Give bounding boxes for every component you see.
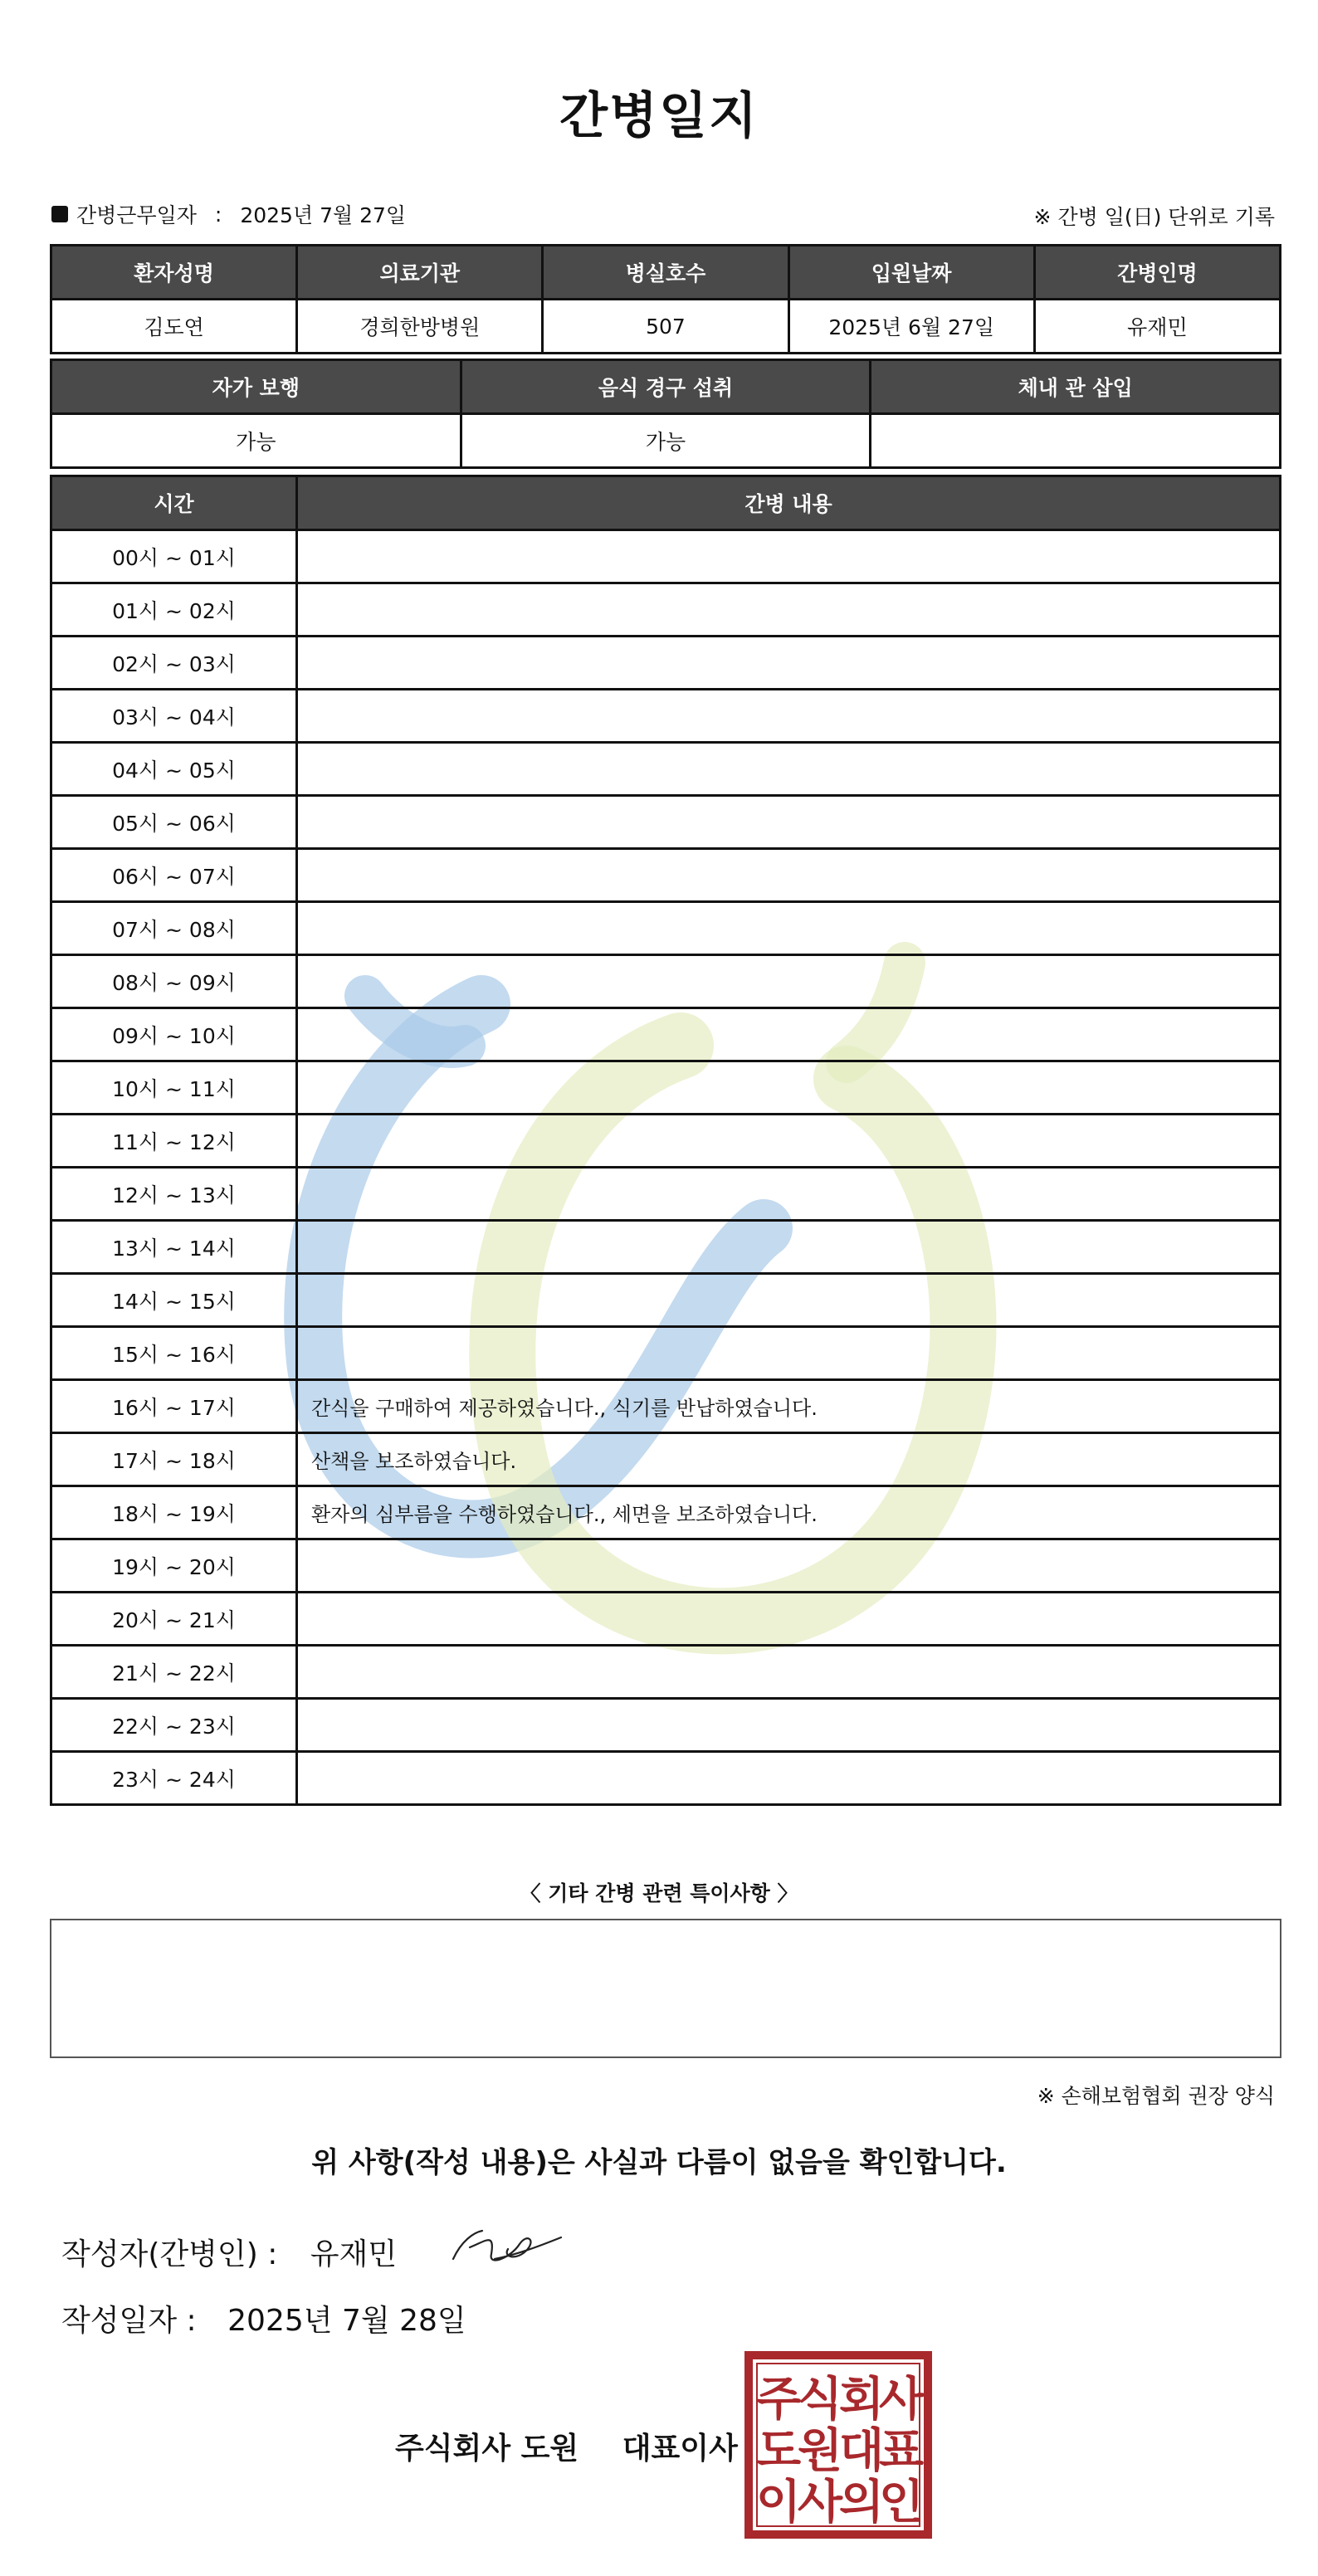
table-row xyxy=(51,1593,1281,1646)
patient-info-header-row xyxy=(51,246,1281,300)
table-row xyxy=(51,690,1281,743)
patient-info-table xyxy=(50,244,1281,354)
writer-label: 작성자(간병인) : xyxy=(61,2237,278,2271)
time-slot-cell: 11시 ~ 12시 xyxy=(51,1115,297,1168)
table-row xyxy=(51,1274,1281,1327)
table-row xyxy=(51,1221,1281,1274)
admission-date-header: 입원날짜 xyxy=(788,246,1034,300)
care-content-cell xyxy=(297,955,1281,1008)
svg-text:주: 주 xyxy=(755,2373,802,2427)
svg-text:도: 도 xyxy=(755,2424,802,2478)
hourly-table-body xyxy=(51,530,1281,1805)
care-content-cell xyxy=(297,902,1281,955)
patient-status-header-row xyxy=(51,360,1281,414)
care-content-cell: 산책을 보조하였습니다. xyxy=(297,1433,1281,1486)
svg-text:이: 이 xyxy=(755,2476,802,2530)
writer-line xyxy=(61,2231,397,2273)
care-content-cell xyxy=(297,1274,1281,1327)
time-slot-cell: 16시 ~ 17시 xyxy=(51,1380,297,1433)
page-title: 간병일지 xyxy=(559,87,759,145)
care-content-cell xyxy=(297,1752,1281,1805)
table-row xyxy=(51,583,1281,637)
table-row xyxy=(51,1115,1281,1168)
table-row xyxy=(51,1008,1281,1061)
table-row xyxy=(51,955,1281,1008)
svg-text:사: 사 xyxy=(797,2476,843,2530)
svg-text:인: 인 xyxy=(878,2476,925,2530)
time-slot-cell: 15시 ~ 16시 xyxy=(51,1327,297,1380)
svg-text:의: 의 xyxy=(838,2476,885,2530)
care-content-cell: 환자의 심부름을 수행하였습니다., 세면을 보조하였습니다. xyxy=(297,1486,1281,1539)
work-date-line xyxy=(51,199,406,229)
time-slot-cell: 18시 ~ 19시 xyxy=(51,1486,297,1539)
care-content-cell xyxy=(297,796,1281,849)
room-number-header: 병실호수 xyxy=(543,246,788,300)
time-slot-cell: 06시 ~ 07시 xyxy=(51,849,297,902)
written-date-value: 2025년 7월 28일 xyxy=(227,2304,466,2338)
time-slot-cell: 20시 ~ 21시 xyxy=(51,1593,297,1646)
hourly-care-table xyxy=(50,475,1281,1806)
table-row xyxy=(51,1646,1281,1699)
care-content-cell xyxy=(297,1699,1281,1752)
table-row xyxy=(51,1327,1281,1380)
time-slot-cell: 21시 ~ 22시 xyxy=(51,1646,297,1699)
time-slot-cell: 05시 ~ 06시 xyxy=(51,796,297,849)
table-row xyxy=(51,1168,1281,1221)
confirmation-statement: 위 사항(작성 내용)은 사실과 다름이 없음을 확인합니다. xyxy=(311,2146,1007,2179)
svg-text:회: 회 xyxy=(838,2373,885,2427)
care-content-cell xyxy=(297,1115,1281,1168)
care-content-cell xyxy=(297,1327,1281,1380)
admission-date-value: 2025년 6월 27일 xyxy=(788,300,1034,354)
care-content-cell xyxy=(297,530,1281,583)
patient-name-value: 김도연 xyxy=(51,300,297,354)
square-bullet-icon xyxy=(51,206,68,222)
care-content-cell: 간식을 구매하여 제공하였습니다., 식기를 반납하였습니다. xyxy=(297,1380,1281,1433)
care-content-cell xyxy=(297,1593,1281,1646)
time-header: 시간 xyxy=(51,476,297,530)
care-content-cell xyxy=(297,1539,1281,1593)
oral-intake-value: 가능 xyxy=(461,414,871,468)
company-name: 주식회사 도원 xyxy=(395,2432,579,2466)
care-content-cell xyxy=(297,849,1281,902)
svg-text:식: 식 xyxy=(797,2373,843,2427)
table-row xyxy=(51,530,1281,583)
table-row xyxy=(51,1380,1281,1433)
time-slot-cell: 08시 ~ 09시 xyxy=(51,955,297,1008)
time-slot-cell: 19시 ~ 20시 xyxy=(51,1539,297,1593)
hospital-header: 의료기관 xyxy=(297,246,543,300)
svg-text:대: 대 xyxy=(838,2424,885,2478)
svg-text:표: 표 xyxy=(878,2424,925,2478)
format-note: ※ 손해보험협회 권장 양식 xyxy=(1037,2084,1275,2108)
time-slot-cell: 17시 ~ 18시 xyxy=(51,1433,297,1486)
time-slot-cell: 04시 ~ 05시 xyxy=(51,743,297,796)
oral-intake-header: 음식 경구 섭취 xyxy=(461,360,871,414)
special-notes-box xyxy=(50,1919,1281,2058)
table-row xyxy=(51,849,1281,902)
tube-insertion-header: 체내 관 삽입 xyxy=(871,360,1281,414)
patient-status-table xyxy=(50,359,1281,469)
table-row xyxy=(51,637,1281,690)
written-date-label: 작성일자 : xyxy=(61,2304,197,2338)
time-slot-cell: 13시 ~ 14시 xyxy=(51,1221,297,1274)
company-signatory xyxy=(395,2425,738,2467)
work-date-value: 2025년 7월 27일 xyxy=(240,203,407,227)
walking-header: 자가 보행 xyxy=(51,360,461,414)
tube-insertion-value xyxy=(871,414,1281,468)
ceo-title: 대표이사 xyxy=(622,2432,738,2466)
walking-value: 가능 xyxy=(51,414,461,468)
table-row xyxy=(51,796,1281,849)
hourly-header-row xyxy=(51,476,1281,530)
time-slot-cell: 22시 ~ 23시 xyxy=(51,1699,297,1752)
table-row xyxy=(51,902,1281,955)
patient-name-header: 환자성명 xyxy=(51,246,297,300)
company-seal-stamp xyxy=(744,2350,933,2539)
table-row xyxy=(51,1752,1281,1805)
patient-status-value-row xyxy=(51,414,1281,468)
caregiver-name-header: 간병인명 xyxy=(1034,246,1280,300)
care-content-cell xyxy=(297,1168,1281,1221)
care-content-cell xyxy=(297,1061,1281,1115)
handwritten-signature xyxy=(437,2208,569,2282)
care-content-cell xyxy=(297,1221,1281,1274)
svg-text:원: 원 xyxy=(797,2424,843,2478)
time-slot-cell: 01시 ~ 02시 xyxy=(51,583,297,637)
time-slot-cell: 14시 ~ 15시 xyxy=(51,1274,297,1327)
caregiver-name-value: 유재민 xyxy=(1034,300,1280,354)
time-slot-cell: 02시 ~ 03시 xyxy=(51,637,297,690)
time-slot-cell: 03시 ~ 04시 xyxy=(51,690,297,743)
patient-info-value-row xyxy=(51,300,1281,354)
work-date-label: 간병근무일자 xyxy=(76,203,197,227)
written-date-line xyxy=(61,2297,466,2339)
time-slot-cell: 23시 ~ 24시 xyxy=(51,1752,297,1805)
daily-record-note: ※ 간병 일(日) 단위로 기록 xyxy=(1033,205,1275,229)
table-row xyxy=(51,1486,1281,1539)
care-content-cell xyxy=(297,743,1281,796)
care-content-cell xyxy=(297,583,1281,637)
hospital-value: 경희한방병원 xyxy=(297,300,543,354)
care-content-cell xyxy=(297,1646,1281,1699)
time-slot-cell: 10시 ~ 11시 xyxy=(51,1061,297,1115)
writer-name: 유재민 xyxy=(310,2237,398,2271)
care-content-cell xyxy=(297,637,1281,690)
special-notes-title: 〈 기타 간병 관련 특이사항 〉 xyxy=(520,1881,798,1905)
care-content-header: 간병 내용 xyxy=(297,476,1281,530)
time-slot-cell: 00시 ~ 01시 xyxy=(51,530,297,583)
time-slot-cell: 09시 ~ 10시 xyxy=(51,1008,297,1061)
svg-text:사: 사 xyxy=(878,2373,925,2427)
care-content-cell xyxy=(297,690,1281,743)
table-row xyxy=(51,1699,1281,1752)
table-row xyxy=(51,743,1281,796)
table-row xyxy=(51,1061,1281,1115)
table-row xyxy=(51,1539,1281,1593)
work-date-separator: : xyxy=(214,202,222,227)
table-row xyxy=(51,1433,1281,1486)
time-slot-cell: 07시 ~ 08시 xyxy=(51,902,297,955)
time-slot-cell: 12시 ~ 13시 xyxy=(51,1168,297,1221)
room-number-value: 507 xyxy=(543,300,788,354)
care-content-cell xyxy=(297,1008,1281,1061)
